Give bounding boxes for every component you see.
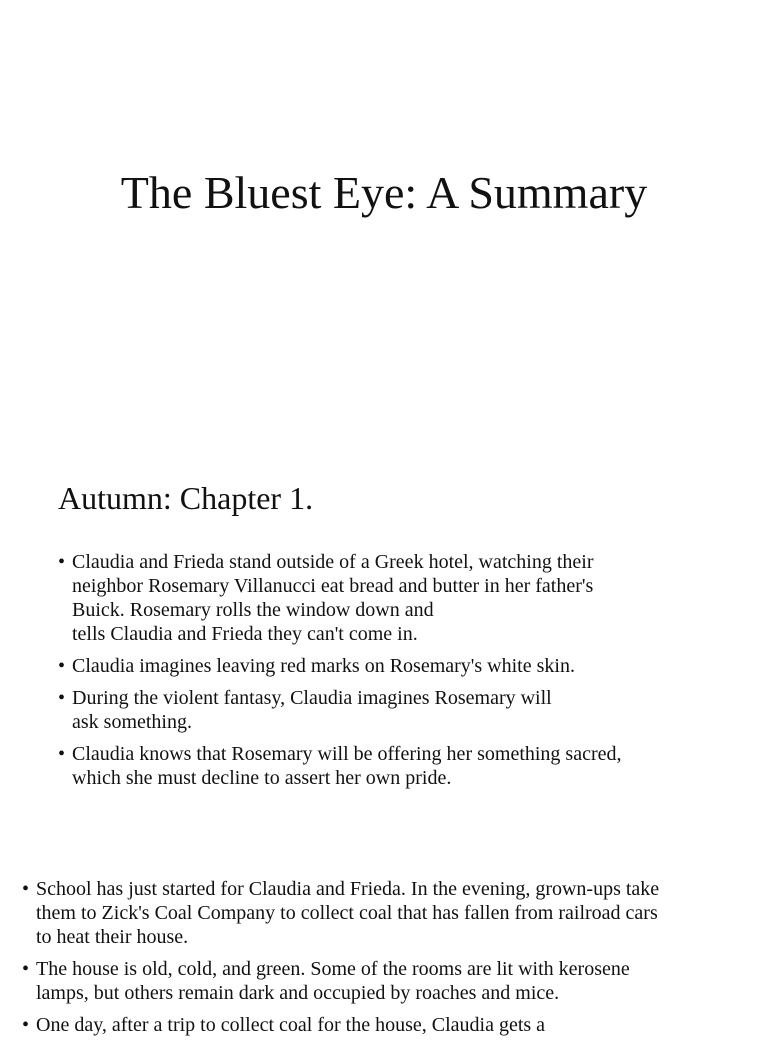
chapter-heading: Autumn: Chapter 1. bbox=[58, 480, 314, 516]
bullet-icon: • bbox=[58, 687, 66, 709]
bullet-text: Claudia imagines leaving red marks on Rosemary's white skin. bbox=[72, 655, 575, 677]
list-item bbox=[22, 957, 762, 1005]
school-slide bbox=[0, 860, 768, 1036]
list-item bbox=[58, 654, 738, 678]
autumn-chapter-slide bbox=[0, 440, 768, 860]
title-slide bbox=[0, 0, 768, 440]
list-item bbox=[58, 742, 738, 790]
bullet-icon: • bbox=[58, 743, 66, 765]
bullet-text: School has just started for Claudia and Frieda. In the evening, grown-ups take them to Zick's Coal Company to collect coal that has fallen from railroad cars to heat their house. bbox=[36, 878, 660, 948]
bullet-text: One day, after a trip to collect coal for the house, Claudia gets a bbox=[36, 1014, 546, 1036]
bullet-icon: • bbox=[58, 655, 66, 677]
bullet-text: During the violent fantasy, Claudia imagines Rosemary will ask something. bbox=[72, 687, 552, 733]
school-bullet-list bbox=[22, 877, 762, 1045]
bullet-icon: • bbox=[22, 878, 30, 900]
list-item bbox=[22, 877, 762, 949]
bullet-text: The house is old, cold, and green. Some of the rooms are lit with kerosene lamps, but others remain dark and occupied by roaches and mice. bbox=[36, 958, 630, 1004]
list-item bbox=[22, 1013, 762, 1037]
list-item bbox=[58, 686, 738, 734]
bullet-icon: • bbox=[22, 1014, 30, 1036]
bullet-text: Claudia and Frieda stand outside of a Greek hotel, watching their neighbor Rosemary Villanucci eat bread and butter in her father's Buick. Rosemary rolls the window down and tells Claudia and Frieda they can't come in. bbox=[72, 551, 594, 645]
page-title: The Bluest Eye: A Summary bbox=[120, 167, 648, 218]
autumn-bullet-list bbox=[58, 550, 738, 798]
bullet-icon: • bbox=[58, 551, 66, 573]
bullet-text: Claudia knows that Rosemary will be offering her something sacred, which she must decline to assert her own pride. bbox=[72, 743, 622, 789]
list-item bbox=[58, 550, 738, 646]
bullet-icon: • bbox=[22, 958, 30, 980]
